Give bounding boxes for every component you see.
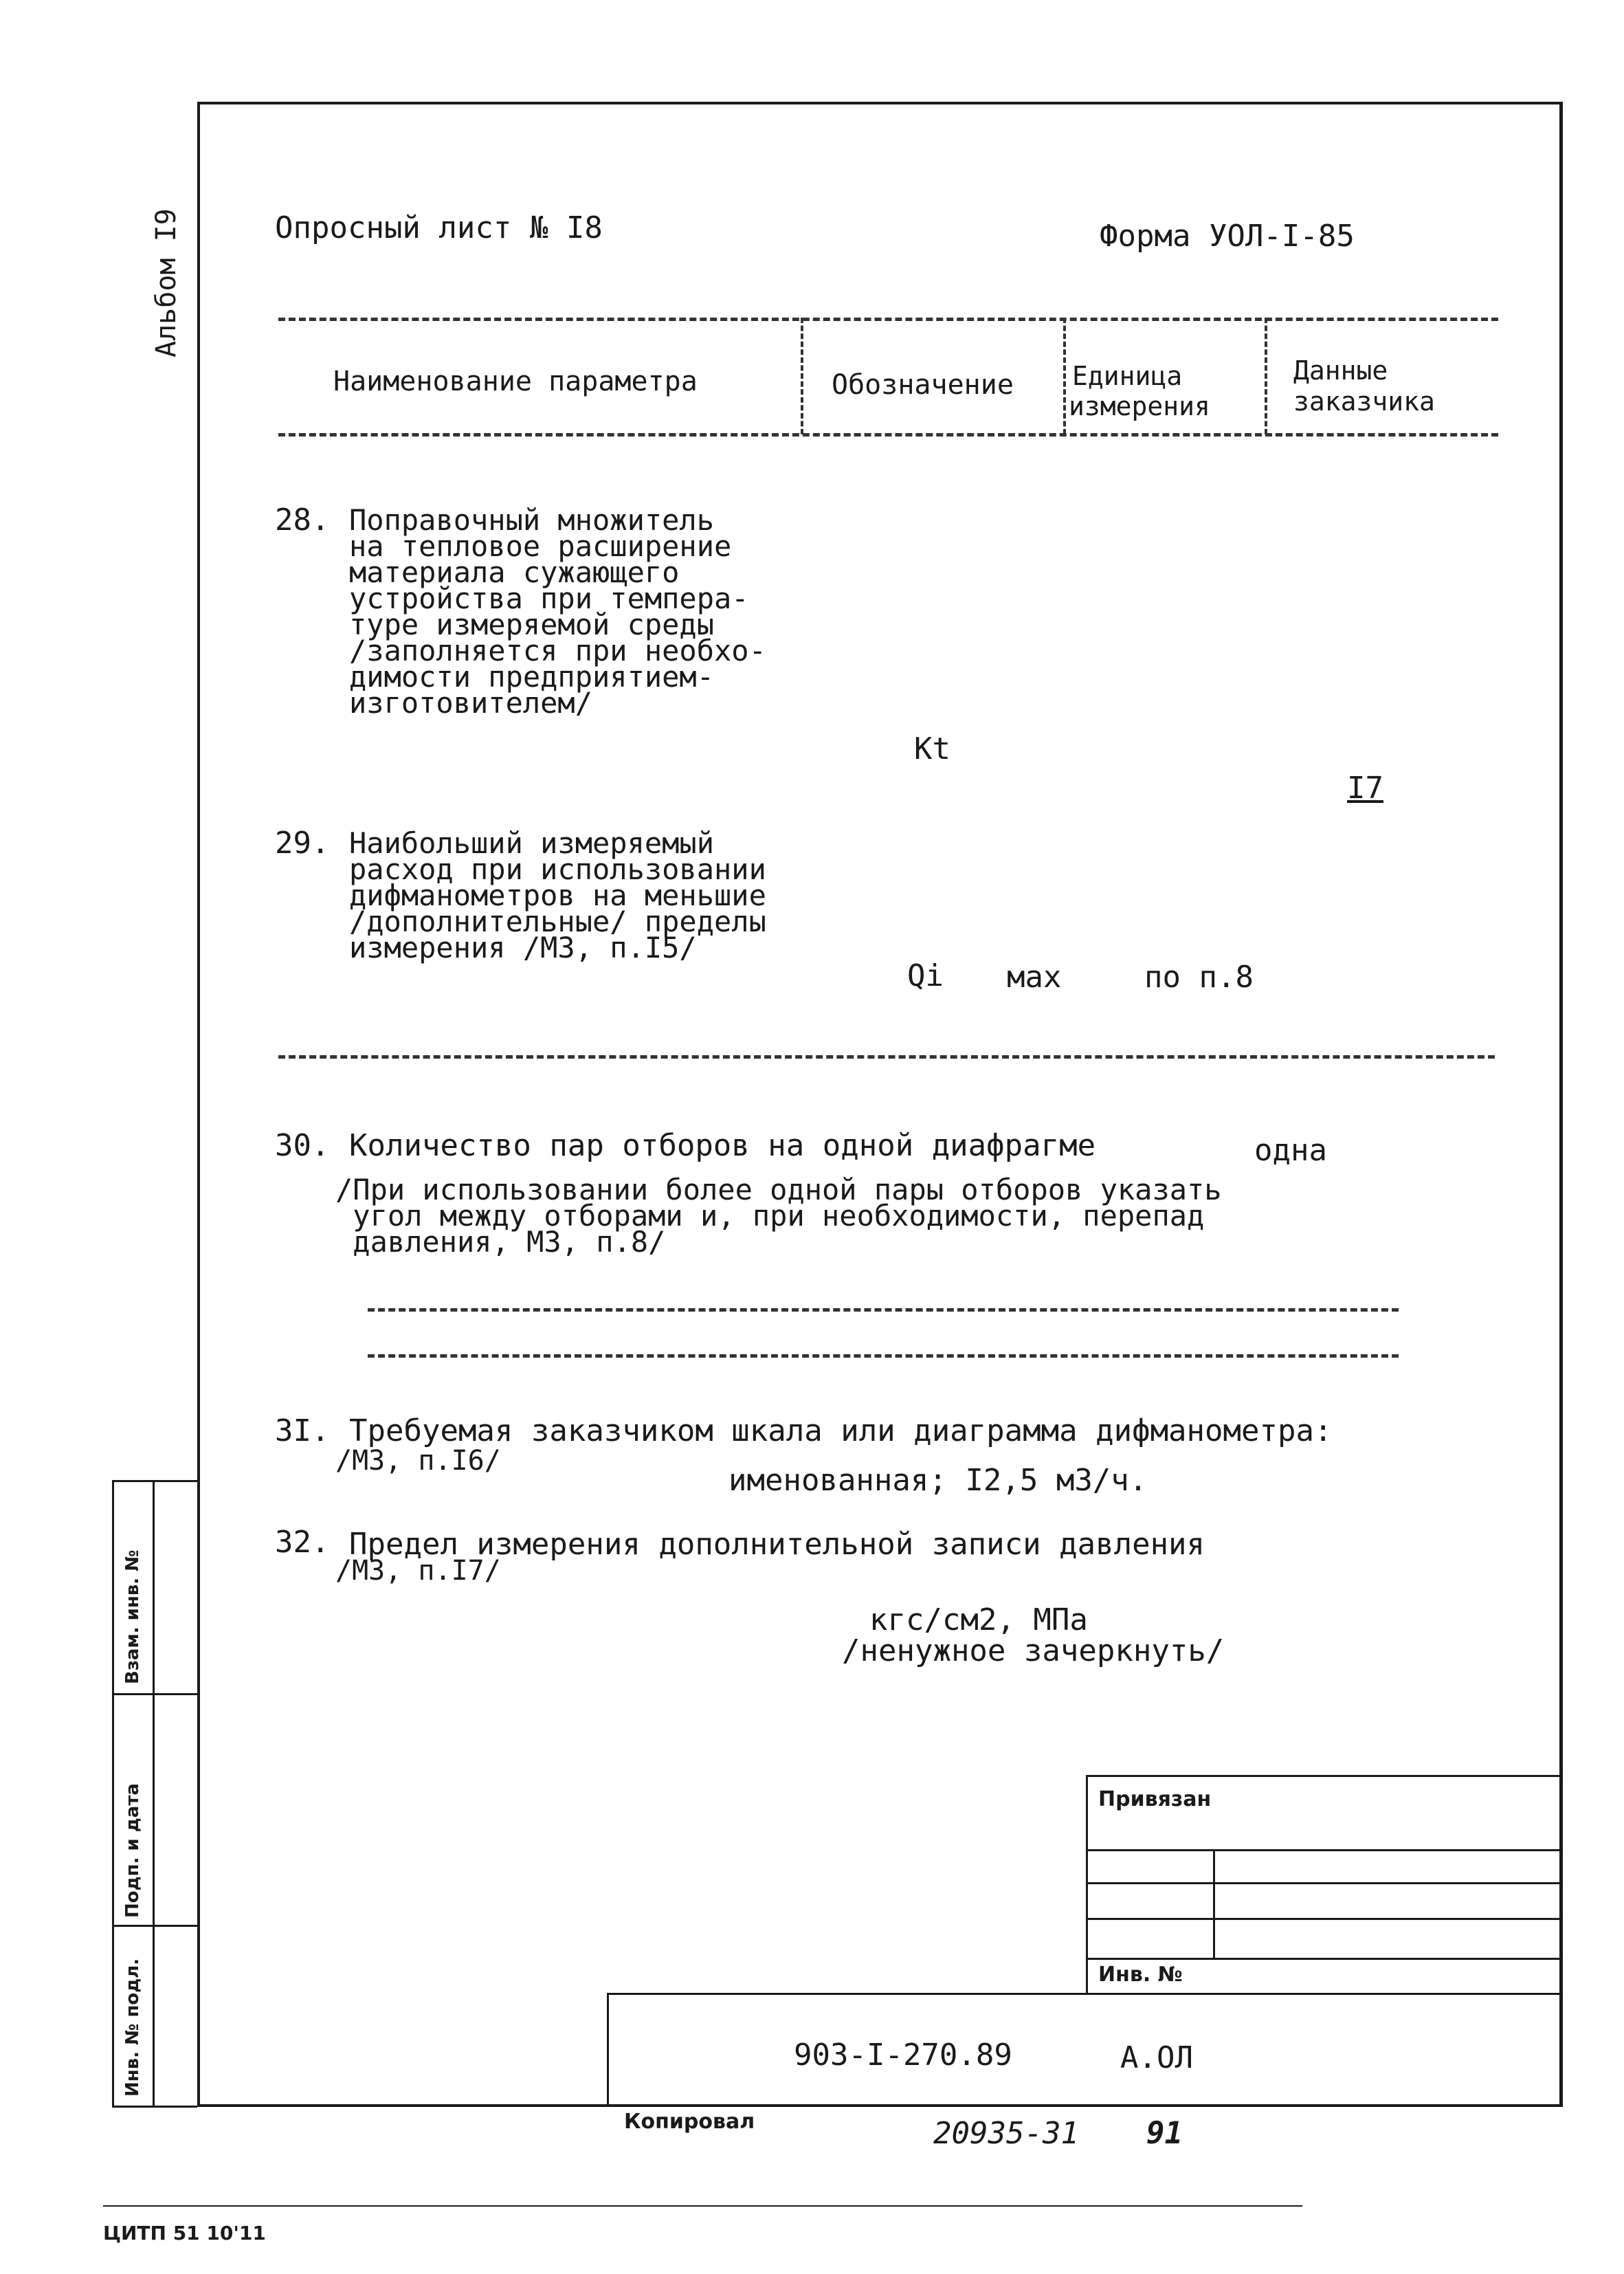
item-28-page-mark: I7 [1347, 771, 1383, 806]
col-header-data-2: заказчика [1293, 386, 1435, 417]
stamp-col-left [112, 1480, 114, 2107]
item-32-ref: /М3, п.I7/ [335, 1555, 501, 1587]
item-29-unit: мах [1007, 960, 1062, 995]
item-30-blank-line-2 [368, 1354, 1399, 1358]
item-28-number: 28. [275, 503, 330, 538]
stamp-label-inv: Инв. № подл. [122, 1958, 143, 2097]
item-31-ref: /М3, п.I6/ [335, 1445, 501, 1477]
item-29-number: 29. [275, 826, 330, 861]
kopiroval-label: Копировал [624, 2110, 755, 2134]
item-32-line1: Предел измерения дополнительной записи давления [349, 1527, 1205, 1562]
item-31-line1: Требуемая заказчиком шкала или диаграмма дифманометра: [349, 1413, 1333, 1448]
separator-rule [278, 1055, 1495, 1059]
item-32-units: кгс/см2, МПа [869, 1602, 1088, 1637]
item-31-value: именованная; I2,5 м3/ч. [728, 1463, 1148, 1498]
doc-code: 903-I-270.89 [794, 2038, 1012, 2073]
print-mark: ЦИТП 51 10'11 [103, 2222, 266, 2244]
item-30-note: /При использовании более одной пары отборов указать угол между отборами и, при необходимости, перепад давления, М3, п.8/ [335, 1173, 1222, 1259]
item-32-number: 32. [275, 1525, 330, 1560]
privyazan-row-4 [1086, 1958, 1563, 1960]
stamp-label-vzam: Взам. инв. № [122, 1549, 143, 1684]
stamp-label-podp: Подп. и дата [122, 1783, 143, 1918]
col-header-symbol: Обозначение [832, 369, 1014, 401]
item-28-symbol: Kt [914, 731, 950, 766]
title-block-left-border [607, 1993, 609, 2107]
item-29-text: Наибольший измеряемый расход при использовании дифманометров на меньшие /дополнительные/ пределы измерения /М3, п.I5/ [349, 826, 766, 964]
bottom-rule [103, 2205, 1302, 2207]
form-code: Форма УОЛ-I-85 [1100, 219, 1355, 254]
privyazan-col-divider [1213, 1849, 1215, 1958]
album-code: А.ОЛ [1120, 2040, 1193, 2075]
item-30-number: 30. [275, 1128, 330, 1163]
album-label: Альбом I9 [151, 208, 182, 357]
item-29-value: по п.8 [1144, 960, 1254, 995]
inv-no-label: Инв. № [1098, 1963, 1183, 1987]
item-30-line1: Количество пар отборов на одной диафрагме [349, 1128, 1096, 1163]
privyazan-top-border [1086, 1775, 1563, 1777]
item-30-blank-line-1 [368, 1308, 1399, 1312]
table-header-bottom-rule [278, 433, 1498, 437]
col-header-name: Наименование параметра [333, 366, 698, 397]
table-header-top-rule [278, 318, 1498, 321]
privyazan-row-1 [1086, 1849, 1563, 1851]
item-32-note: /ненужное зачеркнуть/ [842, 1633, 1225, 1668]
table-header-divider-2 [1063, 318, 1066, 434]
table-header-divider-1 [801, 318, 803, 434]
stamp-line-bottom [112, 2106, 197, 2108]
privyazan-row-2 [1086, 1882, 1563, 1884]
stamp-col-mid [153, 1480, 155, 2107]
footer-number: 20935-31 [933, 2116, 1079, 2151]
item-29-symbol: Qi [907, 958, 944, 993]
stamp-line-1 [112, 1693, 197, 1695]
item-30-value: одна [1254, 1133, 1327, 1168]
footer-page: 91 [1146, 2116, 1183, 2151]
stamp-line-2 [112, 1925, 197, 1927]
stamp-line-top [112, 1480, 197, 1482]
sheet-title: Опросный лист № I8 [275, 210, 603, 245]
table-header-divider-3 [1265, 318, 1267, 434]
col-header-data-1: Данные [1293, 355, 1388, 386]
title-block-top-border [607, 1993, 1563, 1995]
item-28-text: Поправочный множитель на тепловое расширение материала сужающего устройства при темпера- туре измеряемой среды /заполняется при необхо- димости предприятием- изготовителем/ [349, 503, 766, 720]
col-header-unit-2: измерения [1069, 391, 1210, 421]
item-31-number: 3I. [275, 1413, 330, 1448]
col-header-unit-1: Единица [1072, 361, 1183, 391]
privyazan-row-3 [1086, 1918, 1563, 1920]
privyazan-label: Привязан [1098, 1787, 1212, 1811]
